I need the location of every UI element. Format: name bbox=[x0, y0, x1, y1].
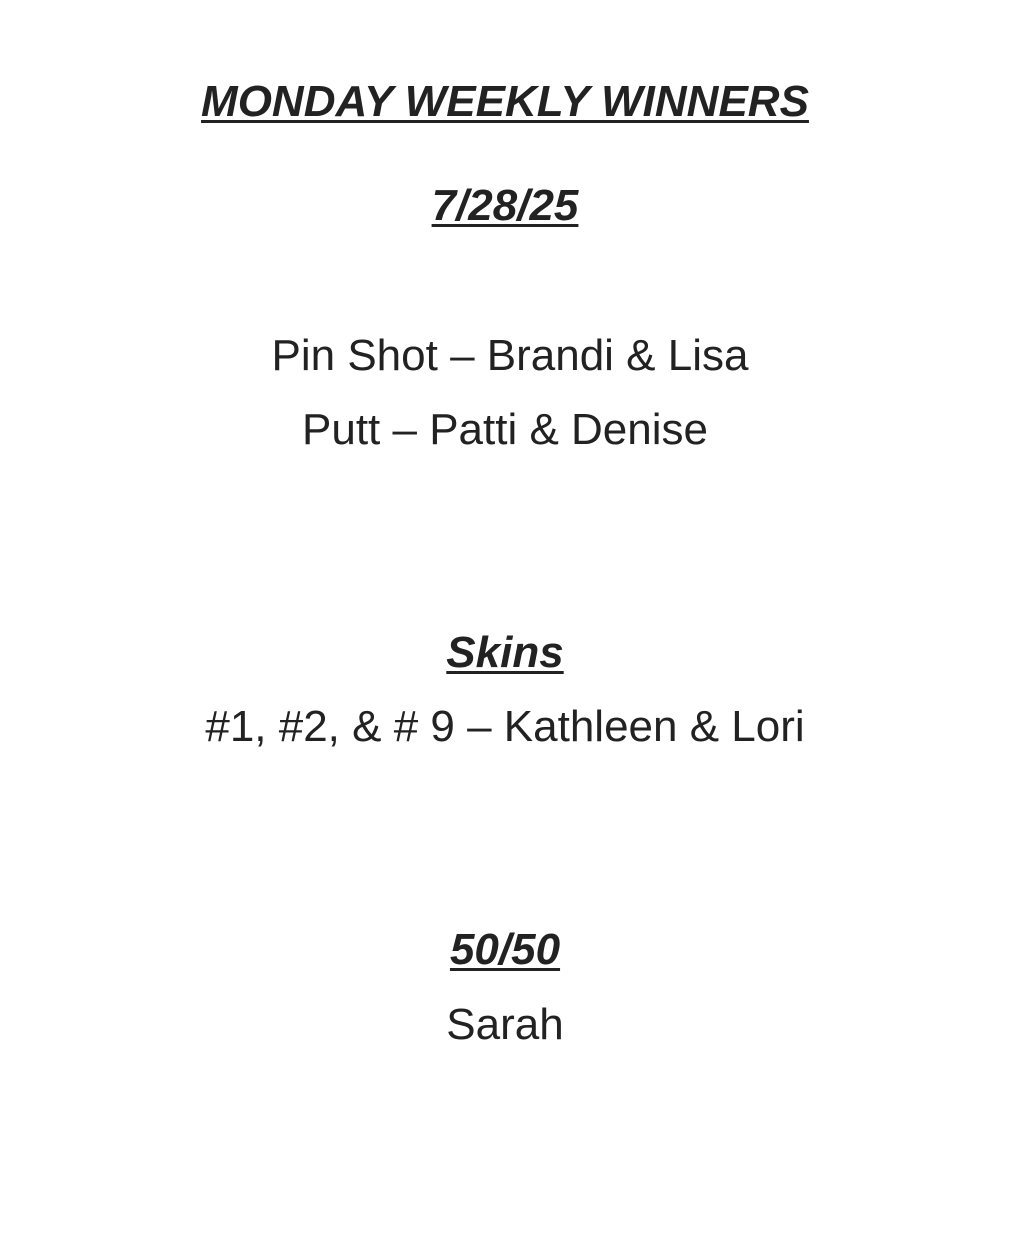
skins-heading: Skins bbox=[446, 628, 564, 677]
page-title: MONDAY WEEKLY WINNERS bbox=[201, 77, 809, 126]
fifty-fifty-heading: 50/50 bbox=[449, 925, 561, 974]
fifty-fifty-winner: Sarah bbox=[446, 1000, 564, 1049]
date-heading: 7/28/25 bbox=[431, 181, 579, 230]
pin-shot-winners: Pin Shot – Brandi & Lisa bbox=[271, 331, 749, 380]
skins-winners: #1, #2, & # 9 – Kathleen & Lori bbox=[205, 702, 805, 751]
putt-winners: Putt – Patti & Denise bbox=[302, 405, 708, 454]
